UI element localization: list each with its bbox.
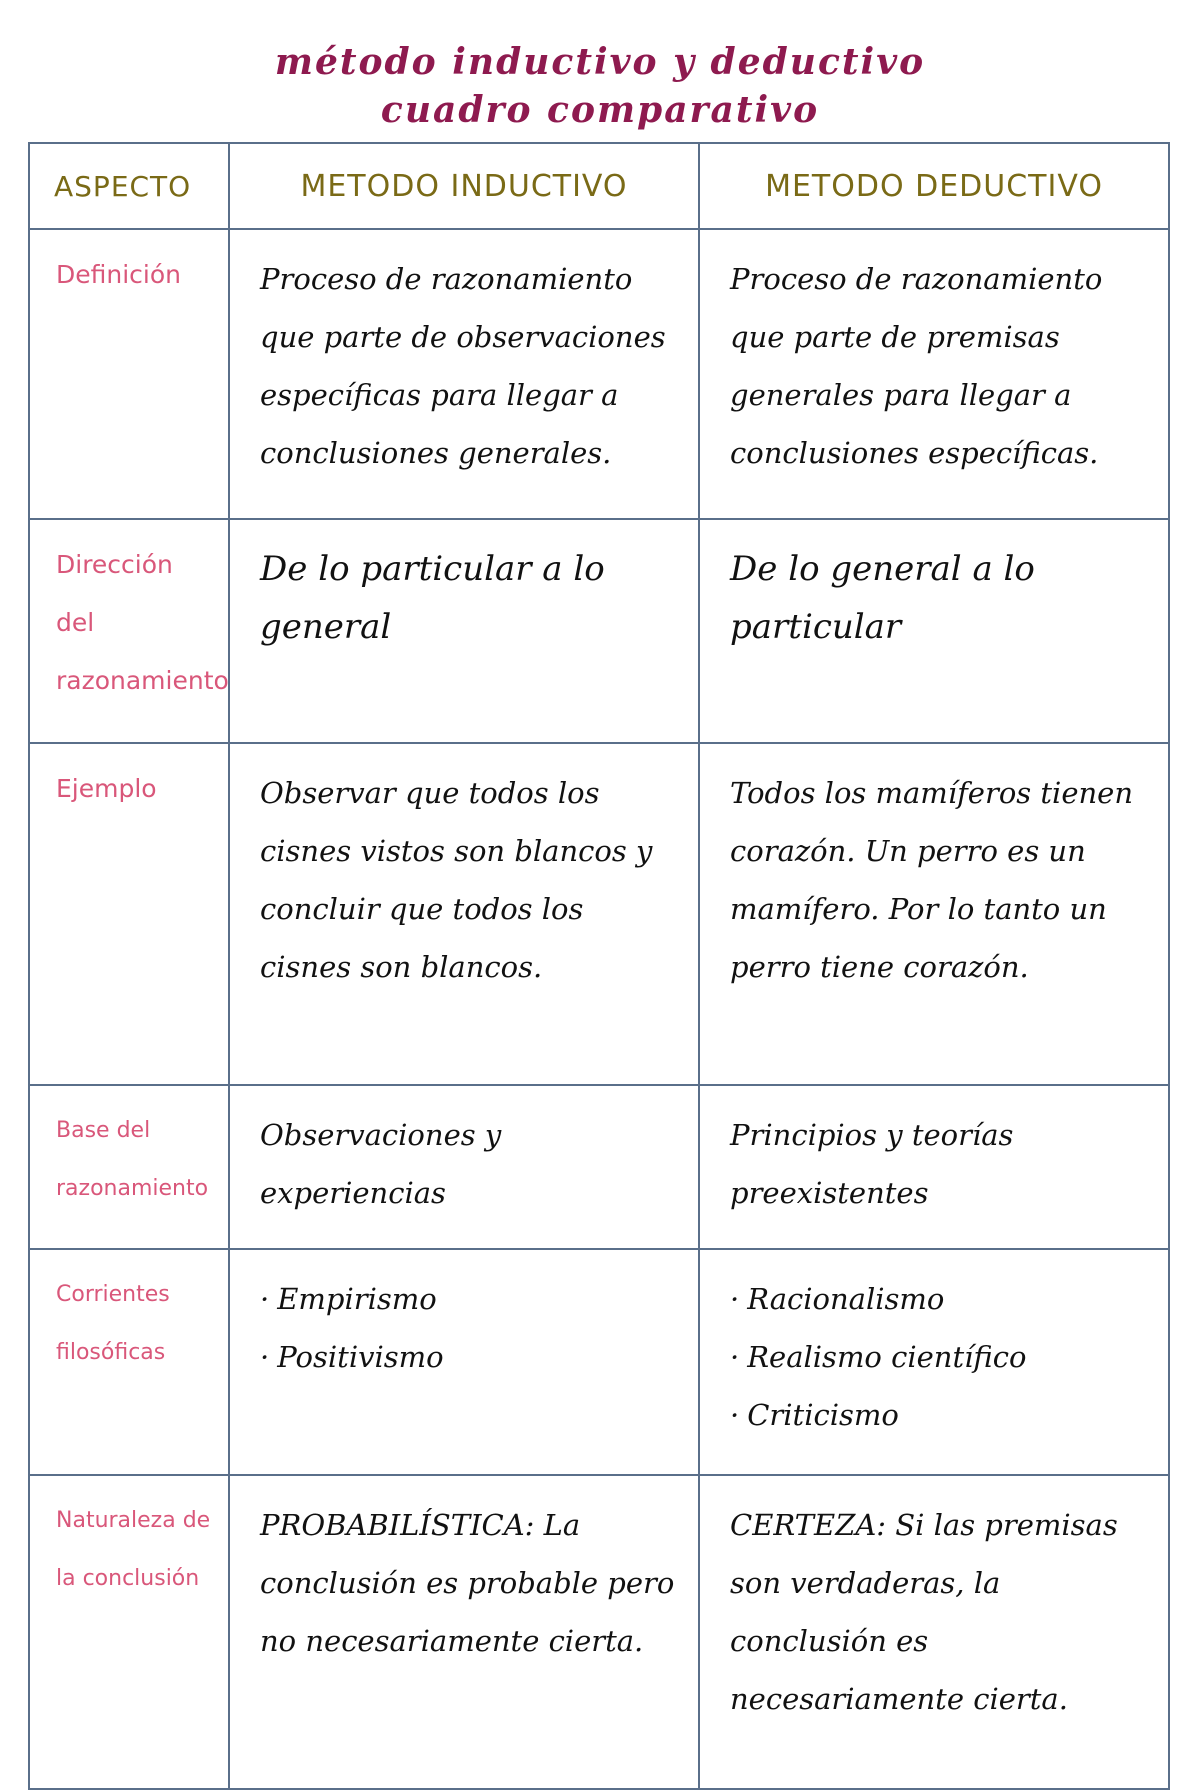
deductive-direction: De lo general a lo particular: [699, 519, 1169, 743]
aspect-definition: Definición: [29, 229, 229, 519]
list-item: [260, 1270, 678, 1328]
aspect-nature: Naturaleza de la conclusión: [29, 1475, 229, 1789]
inductive-basis: Observaciones y experiencias: [229, 1085, 699, 1249]
deductive-currents: [699, 1249, 1169, 1475]
bullet-icon: ·: [730, 1340, 740, 1374]
header-inductive: METODO INDUCTIVO: [229, 143, 699, 229]
inductive-direction: De lo particular a lo general: [229, 519, 699, 743]
list-item: [730, 1386, 1148, 1444]
table-row: [29, 1085, 1169, 1249]
inductive-example: Observar que todos los cisnes vistos son blancos y concluir que todos los cisnes son blancos.: [229, 743, 699, 1085]
aspect-example: Ejemplo: [29, 743, 229, 1085]
deductive-example: Todos los mamíferos tienen corazón. Un perro es un mamífero. Por lo tanto un perro tiene corazón.: [699, 743, 1169, 1085]
list-item: [730, 1328, 1148, 1386]
list-item-label: Racionalismo: [747, 1282, 945, 1316]
deductive-basis: Principios y teorías preexistentes: [699, 1085, 1169, 1249]
list-item-label: Realismo científico: [747, 1340, 1027, 1374]
list-item: [260, 1328, 678, 1386]
inductive-currents: [229, 1249, 699, 1475]
table-row: [29, 229, 1169, 519]
deductive-nature: CERTEZA: Si las premisas son verdaderas, la conclusión es necesariamente cierta.: [699, 1475, 1169, 1789]
aspect-basis: Base del razonamiento: [29, 1085, 229, 1249]
inductive-nature: PROBABILÍSTICA: La conclusión es probable pero no necesariamente cierta.: [229, 1475, 699, 1789]
table-row: [29, 743, 1169, 1085]
header-aspect: ASPECTO: [29, 143, 229, 229]
list-item: [730, 1270, 1148, 1328]
table-row: [29, 519, 1169, 743]
aspect-direction: Dirección del razonamiento: [29, 519, 229, 743]
bullet-icon: ·: [730, 1282, 740, 1316]
table-row: [29, 1249, 1169, 1475]
header-row: [29, 143, 1169, 229]
list-item-label: Criticismo: [747, 1398, 899, 1432]
comparison-table: [28, 142, 1170, 1790]
aspect-currents: Corrientes filosóficas: [29, 1249, 229, 1475]
inductive-definition: Proceso de razonamiento que parte de observaciones específicas para llegar a conclusiones generales.: [229, 229, 699, 519]
bullet-icon: ·: [260, 1282, 270, 1316]
header-deductive: METODO DEDUCTIVO: [699, 143, 1169, 229]
deductive-definition: Proceso de razonamiento que parte de premisas generales para llegar a conclusiones específicas.: [699, 229, 1169, 519]
title-line-2: cuadro comparativo: [380, 89, 820, 131]
list-item-label: Empirismo: [277, 1282, 437, 1316]
bullet-icon: ·: [730, 1398, 740, 1432]
table-row: [29, 1475, 1169, 1789]
bullet-icon: ·: [260, 1340, 270, 1374]
list-item-label: Positivismo: [277, 1340, 444, 1374]
page-title: [0, 38, 1200, 134]
title-line-1: método inductivo y deductivo: [274, 41, 926, 83]
